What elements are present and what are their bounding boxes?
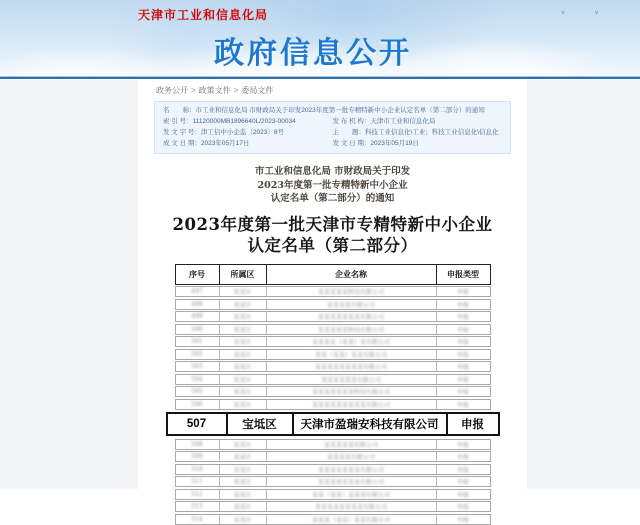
meta-cell	[163, 105, 502, 116]
table-cell	[436, 325, 490, 334]
table-row-redacted	[175, 399, 491, 410]
table-cell	[266, 477, 436, 486]
table-cell	[266, 375, 436, 384]
table-cell	[219, 465, 266, 474]
table-cell	[176, 440, 219, 449]
table-cell	[436, 300, 490, 309]
redacted-text: 某某（某某）某某有限公司	[314, 351, 387, 359]
redacted-text: 某某区	[233, 351, 252, 359]
redacted-text: 申报	[456, 466, 469, 474]
redacted-text: 某某某某某某某科技有限公司	[311, 389, 390, 396]
redacted-text: 509	[191, 453, 203, 460]
redacted-text: 某某某某某某某有限公司	[317, 466, 384, 474]
redacted-text: 502	[191, 350, 203, 358]
table-cell	[436, 452, 490, 461]
redacted-text: 申报	[456, 351, 469, 359]
table-cell	[219, 362, 266, 371]
breadcrumb	[138, 79, 527, 96]
table-cell	[219, 452, 266, 461]
table-row-redacted	[175, 299, 491, 310]
table-cell	[436, 375, 490, 384]
table-cell	[436, 490, 490, 499]
redacted-text: 某某某某（某某）某有限公司	[311, 339, 390, 346]
table-cell	[219, 502, 266, 511]
table-cell: 宝坻区	[226, 414, 292, 434]
table-cell	[266, 300, 436, 309]
redacted-text: 某某某某某科技有限公司	[317, 326, 384, 334]
redacted-text: 某某区	[233, 389, 252, 396]
breadcrumb-item[interactable]: 政务公开	[156, 86, 188, 95]
table-cell	[436, 362, 490, 371]
redacted-text: 申报	[456, 364, 469, 371]
table-cell	[176, 300, 219, 309]
table-row-redacted	[175, 476, 491, 487]
breadcrumb-item[interactable]: 政策文件	[198, 86, 231, 95]
table-row-redacted	[175, 501, 491, 512]
table-row-redacted	[175, 311, 491, 322]
table-cell	[266, 515, 436, 524]
table-cell	[436, 465, 490, 474]
redacted-text: 申报	[456, 454, 469, 461]
meta-label: 成 文 日 期：	[163, 140, 201, 147]
redacted-text: 某某区	[233, 516, 252, 524]
redacted-text: 512	[191, 490, 203, 498]
table-header-cell: 申报类型	[436, 265, 490, 284]
meta-label: 发 文 日 期：	[332, 140, 371, 147]
redacted-text: 511	[191, 478, 203, 485]
redacted-text: 501	[191, 338, 203, 345]
site-name[interactable]: 天津市工业和信息化局	[138, 8, 269, 22]
table-cell	[266, 440, 436, 449]
list-title	[138, 214, 527, 256]
notice-title-line: 认定名单（第二部分）的通知	[270, 193, 395, 204]
meta-cell	[163, 127, 333, 138]
redacted-text: 申报	[456, 314, 469, 321]
table-row-redacted	[175, 324, 491, 335]
table-header-cell: 所属区	[219, 265, 266, 284]
redacted-text: 某某区	[233, 314, 252, 321]
table-cell	[436, 400, 490, 409]
redacted-text: 某某某某某某某某有限公司	[314, 504, 387, 511]
table-cell	[176, 362, 219, 371]
table-cell	[219, 515, 266, 524]
table-cell	[266, 350, 436, 359]
redacted-text: 申报	[456, 339, 469, 346]
redacted-text: 498	[191, 300, 203, 308]
list-title-line: 2023年度第一批天津市专精特新中小企业	[172, 214, 493, 234]
table-cell	[266, 502, 436, 511]
meta-cell	[333, 116, 503, 127]
redacted-text: 某某区	[233, 339, 252, 346]
table-cell	[436, 477, 490, 486]
meta-row	[163, 138, 502, 149]
table-cell	[266, 452, 436, 461]
meta-label: 主 题：	[332, 129, 365, 136]
breadcrumb-separator: >	[233, 86, 239, 95]
meta-label: 发 文 字 号：	[163, 129, 201, 136]
table-cell: 507	[186, 418, 207, 430]
breadcrumb-separator: >	[191, 86, 196, 95]
redacted-text: 某某区	[233, 466, 252, 474]
redacted-text: 某某某某某某某有限公司	[317, 314, 384, 321]
list-title-line: 认定名单（第二部分）	[247, 235, 418, 255]
table-cell	[176, 387, 219, 396]
meta-value: 津工信中小企监〔2023〕8号	[200, 129, 284, 136]
redacted-text: 504	[191, 375, 203, 383]
redacted-text: 某某某某某某某某某有限公司	[311, 401, 390, 409]
table-cell	[436, 312, 490, 321]
redacted-text: 某某某某某某有限公司	[320, 376, 381, 384]
redacted-text: 某某区	[233, 376, 252, 384]
meta-value: 2023年05月19日	[370, 140, 419, 147]
table-cell	[266, 465, 436, 474]
table-cell	[176, 350, 219, 359]
table-cell	[436, 350, 490, 359]
redacted-text: 申报	[456, 479, 469, 486]
table-cell	[266, 325, 436, 334]
redacted-text: 某某某（某某）某某有限公司	[311, 516, 390, 524]
meta-row	[163, 105, 502, 116]
table-row-redacted	[175, 489, 491, 500]
redacted-text: 500	[191, 325, 203, 333]
redacted-text: 申报	[456, 389, 469, 396]
table-row-redacted	[175, 349, 491, 360]
table-cell	[266, 490, 436, 499]
meta-value: 天津市工业和信息化局	[370, 118, 436, 125]
redacted-text: 499	[191, 313, 203, 320]
table-row-redacted	[175, 464, 491, 475]
table-header-cell: 序号	[189, 268, 205, 279]
table-cell	[176, 375, 219, 384]
redacted-text: 某某区	[233, 289, 252, 296]
meta-cell	[163, 138, 333, 149]
redacted-text: 申报	[456, 441, 469, 449]
redacted-text: 503	[191, 363, 203, 370]
table-cell	[266, 312, 436, 321]
banner-title: 政府信息公开	[214, 37, 412, 70]
notice-title-line: 2023年度第一批专精特新中小企业	[257, 179, 408, 191]
table-header-cell: 企业名称	[266, 265, 436, 284]
table-cell	[436, 515, 490, 524]
table-row-redacted	[175, 439, 491, 450]
redacted-text: 申报	[456, 516, 469, 524]
redacted-text: 某某区	[233, 401, 252, 409]
table-cell	[219, 400, 266, 409]
meta-value: 科技工业信息化\工业；科技工业信息化\信息化	[365, 129, 499, 136]
table-cell	[219, 490, 266, 499]
breadcrumb-item[interactable]: 委局文件	[241, 86, 274, 95]
table-cell	[436, 502, 490, 511]
redacted-text: 506	[191, 400, 203, 408]
redacted-text: 某某某某有限公司	[326, 301, 375, 309]
notice-title-line: 市工业和信息化局 市财政局关于印发	[254, 166, 411, 177]
redacted-text: 某某区	[233, 364, 252, 371]
table-row-redacted	[175, 336, 491, 347]
redacted-text: 某某区	[233, 326, 252, 334]
meta-label: 发 布 机 构：	[332, 118, 371, 125]
site-header-banner	[0, 0, 640, 80]
table-cell: 申报	[446, 414, 498, 434]
table-cell	[176, 325, 219, 334]
redacted-text: 申报	[456, 301, 469, 309]
table-row-redacted	[175, 374, 491, 385]
redacted-text: 513	[191, 503, 203, 510]
redacted-text: 申报	[456, 289, 469, 296]
table-cell	[219, 440, 266, 449]
meta-cell	[333, 138, 503, 149]
redacted-text: 508	[191, 440, 203, 448]
document-meta-box	[154, 101, 511, 154]
table-cell	[219, 387, 266, 396]
table-row-redacted	[175, 514, 491, 525]
meta-label: 索 引 号：	[163, 118, 193, 125]
meta-row	[163, 116, 502, 127]
table-cell	[176, 337, 219, 346]
table-cell	[266, 400, 436, 409]
table-cell	[176, 515, 219, 524]
table-cell	[266, 362, 436, 371]
table-cell	[219, 325, 266, 334]
table-cell	[219, 350, 266, 359]
table-cell	[176, 490, 219, 499]
redacted-text: 某某区	[233, 504, 252, 511]
table-cell	[176, 287, 219, 296]
table-cell	[176, 465, 219, 474]
table-cell	[266, 337, 436, 346]
redacted-text: 514	[191, 515, 203, 523]
table-row-redacted	[175, 451, 491, 462]
meta-cell	[333, 127, 503, 138]
redacted-text: 某某区	[233, 441, 252, 449]
table-cell	[436, 387, 490, 396]
table-row-redacted	[175, 386, 491, 397]
table-cell	[436, 287, 490, 296]
redacted-text: 497	[191, 288, 203, 295]
table-cell	[219, 300, 266, 309]
redacted-text: 某某某某有限公司	[326, 454, 375, 461]
company-table	[175, 264, 491, 525]
redacted-text: 某某某某某科技有限公司	[317, 289, 384, 296]
table-cell	[219, 287, 266, 296]
table-cell	[219, 337, 266, 346]
table-cell	[176, 502, 219, 511]
content-column	[138, 79, 527, 524]
table-row-redacted	[175, 286, 491, 297]
table-cell	[176, 312, 219, 321]
table-cell	[176, 400, 219, 409]
table-header-row	[175, 264, 491, 285]
redacted-text: 505	[191, 388, 203, 395]
meta-value: 11120000MB1896640L/2023-00034	[192, 118, 296, 125]
redacted-text: 某某某某某有限公司	[323, 441, 378, 449]
redacted-text: 某某区	[233, 479, 252, 486]
table-cell	[176, 477, 219, 486]
meta-cell	[163, 116, 333, 127]
redacted-text: 510	[191, 465, 203, 473]
redacted-text: 申报	[456, 491, 469, 499]
redacted-text: 申报	[456, 326, 469, 334]
redacted-text: 某某（某某）某某某有限公司	[311, 491, 390, 499]
table-cell	[436, 337, 490, 346]
meta-label: 名 称：	[163, 107, 196, 114]
table-cell	[266, 287, 436, 296]
table-row-highlight[interactable]	[166, 412, 500, 436]
table-cell: 天津市盈瑞安科技有限公司	[292, 414, 446, 434]
table-body	[175, 286, 491, 525]
meta-value: 2023年05月17日	[200, 140, 250, 147]
notice-title	[138, 165, 527, 206]
redacted-text: 某某某某某某某有限公司	[317, 479, 384, 486]
meta-row	[163, 127, 502, 138]
birds-decoration-icon: ᵛ ᵛ	[561, 8, 612, 18]
table-cell	[436, 440, 490, 449]
redacted-text: 申报	[456, 376, 469, 384]
table-cell	[219, 312, 266, 321]
table-row-redacted	[175, 361, 491, 372]
table-cell	[266, 387, 436, 396]
redacted-text: 某某某某某某某某有限公司	[314, 364, 387, 371]
table-cell	[219, 375, 266, 384]
redacted-text: 某某区	[233, 491, 252, 499]
redacted-text: 某某区	[233, 301, 252, 309]
table-cell	[176, 452, 219, 461]
redacted-text: 申报	[456, 504, 469, 511]
redacted-text: 某某区	[233, 454, 252, 461]
table-cell	[219, 477, 266, 486]
redacted-text: 申报	[456, 401, 469, 409]
meta-value: 市工业和信息化局 市财政局关于印发2023年度第一批专精特新中小企业认定名单（第二部分）的通知	[195, 107, 485, 114]
